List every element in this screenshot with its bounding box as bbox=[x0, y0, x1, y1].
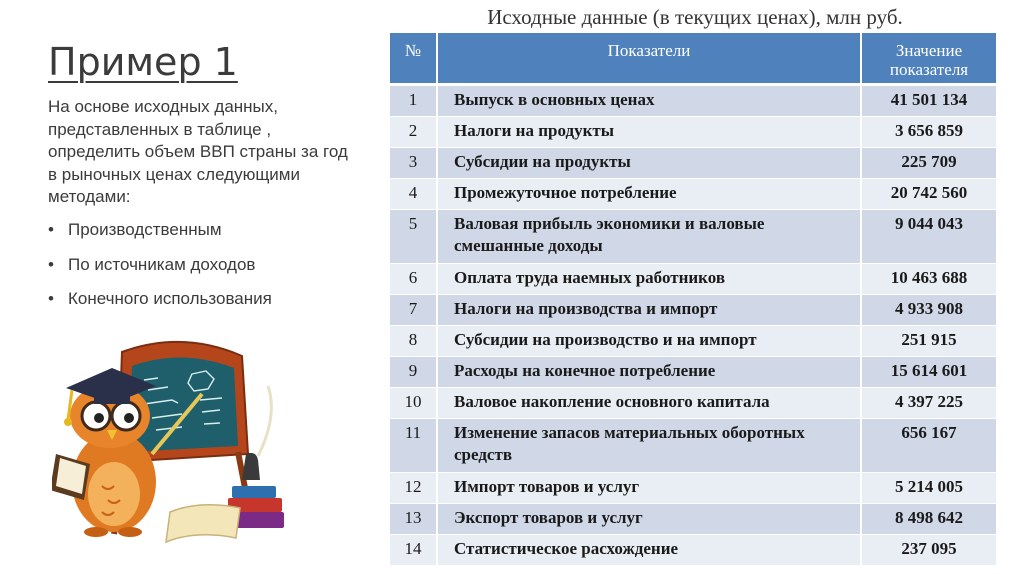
source-data-table bbox=[390, 33, 996, 566]
row-indicator: Выпуск в основных ценах bbox=[438, 86, 862, 117]
slide-title: Пример 1 bbox=[48, 40, 238, 84]
row-indicator: Налоги на производства и импорт bbox=[438, 295, 862, 326]
row-indicator: Валовая прибыль экономики и валовые смешанные доходы bbox=[438, 210, 862, 264]
table-caption: Исходные данные (в текущих ценах), млн руб. bbox=[487, 5, 903, 29]
row-num: 8 bbox=[390, 326, 438, 357]
method-label: Производственным bbox=[68, 220, 222, 239]
bullet-glyph: • bbox=[48, 220, 54, 239]
method-label: Конечного использования bbox=[68, 289, 272, 308]
row-num: 14 bbox=[390, 535, 438, 566]
table-row bbox=[390, 535, 996, 566]
method-label: По источникам доходов bbox=[68, 254, 256, 274]
row-num: 3 bbox=[390, 148, 438, 179]
owl-teacher-illustration bbox=[52, 334, 302, 564]
row-num: 2 bbox=[390, 117, 438, 148]
row-value: 20 742 560 bbox=[862, 179, 996, 210]
row-num: 10 bbox=[390, 388, 438, 419]
row-indicator: Промежуточное потребление bbox=[438, 179, 862, 210]
table-row bbox=[390, 210, 996, 264]
row-num: 6 bbox=[390, 264, 438, 295]
table-row bbox=[390, 148, 996, 179]
method-item-income bbox=[48, 254, 368, 276]
method-item-final-use bbox=[48, 288, 368, 310]
table-header-row bbox=[390, 33, 996, 86]
row-num: 11 bbox=[390, 419, 438, 473]
row-value: 9 044 043 bbox=[862, 210, 996, 264]
row-num: 13 bbox=[390, 504, 438, 535]
table-row bbox=[390, 117, 996, 148]
row-num: 7 bbox=[390, 295, 438, 326]
owl-teacher-at-chalkboard-icon bbox=[52, 334, 302, 564]
row-indicator: Оплата труда наемных работников bbox=[438, 264, 862, 295]
row-indicator: Субсидии на продукты bbox=[438, 148, 862, 179]
row-value: 251 915 bbox=[862, 326, 996, 357]
row-value: 656 167 bbox=[862, 419, 996, 473]
row-value: 237 095 bbox=[862, 535, 996, 566]
header-indicator: Показатели bbox=[438, 33, 862, 86]
table-row bbox=[390, 504, 996, 535]
table-row bbox=[390, 419, 996, 473]
task-text: На основе исходных данных, представленных в таблице , определить объем ВВП страны за год в рыночных ценах следующими методами: bbox=[48, 97, 348, 206]
table-row bbox=[390, 179, 996, 210]
row-indicator: Экспорт товаров и услуг bbox=[438, 504, 862, 535]
table-row bbox=[390, 357, 996, 388]
row-indicator: Статистическое расхождение bbox=[438, 535, 862, 566]
row-indicator: Налоги на продукты bbox=[438, 117, 862, 148]
bullet-glyph: • bbox=[48, 254, 54, 274]
row-value: 3 656 859 bbox=[862, 117, 996, 148]
table-row bbox=[390, 264, 996, 295]
row-value: 4 397 225 bbox=[862, 388, 996, 419]
row-num: 12 bbox=[390, 473, 438, 504]
table-row bbox=[390, 473, 996, 504]
row-value: 15 614 601 bbox=[862, 357, 996, 388]
table-row bbox=[390, 326, 996, 357]
row-value: 225 709 bbox=[862, 148, 996, 179]
row-value: 41 501 134 bbox=[862, 86, 996, 117]
header-value: Значение показателя bbox=[862, 33, 996, 86]
row-value: 8 498 642 bbox=[862, 504, 996, 535]
table-row bbox=[390, 388, 996, 419]
row-value: 10 463 688 bbox=[862, 264, 996, 295]
row-indicator: Импорт товаров и услуг bbox=[438, 473, 862, 504]
row-value: 5 214 005 bbox=[862, 473, 996, 504]
row-num: 4 bbox=[390, 179, 438, 210]
row-indicator: Субсидии на производство и на импорт bbox=[438, 326, 862, 357]
bullet-glyph: • bbox=[48, 289, 54, 308]
row-indicator: Валовое накопление основного капитала bbox=[438, 388, 862, 419]
row-num: 5 bbox=[390, 210, 438, 264]
row-indicator: Расходы на конечное потребление bbox=[438, 357, 862, 388]
row-indicator: Изменение запасов материальных оборотных средств bbox=[438, 419, 862, 473]
row-value: 4 933 908 bbox=[862, 295, 996, 326]
row-num: 1 bbox=[390, 86, 438, 117]
row-num: 9 bbox=[390, 357, 438, 388]
method-item-production bbox=[48, 219, 368, 241]
methods-list bbox=[48, 219, 368, 323]
table-row bbox=[390, 295, 996, 326]
table-row bbox=[390, 86, 996, 117]
header-num: № bbox=[390, 33, 438, 86]
